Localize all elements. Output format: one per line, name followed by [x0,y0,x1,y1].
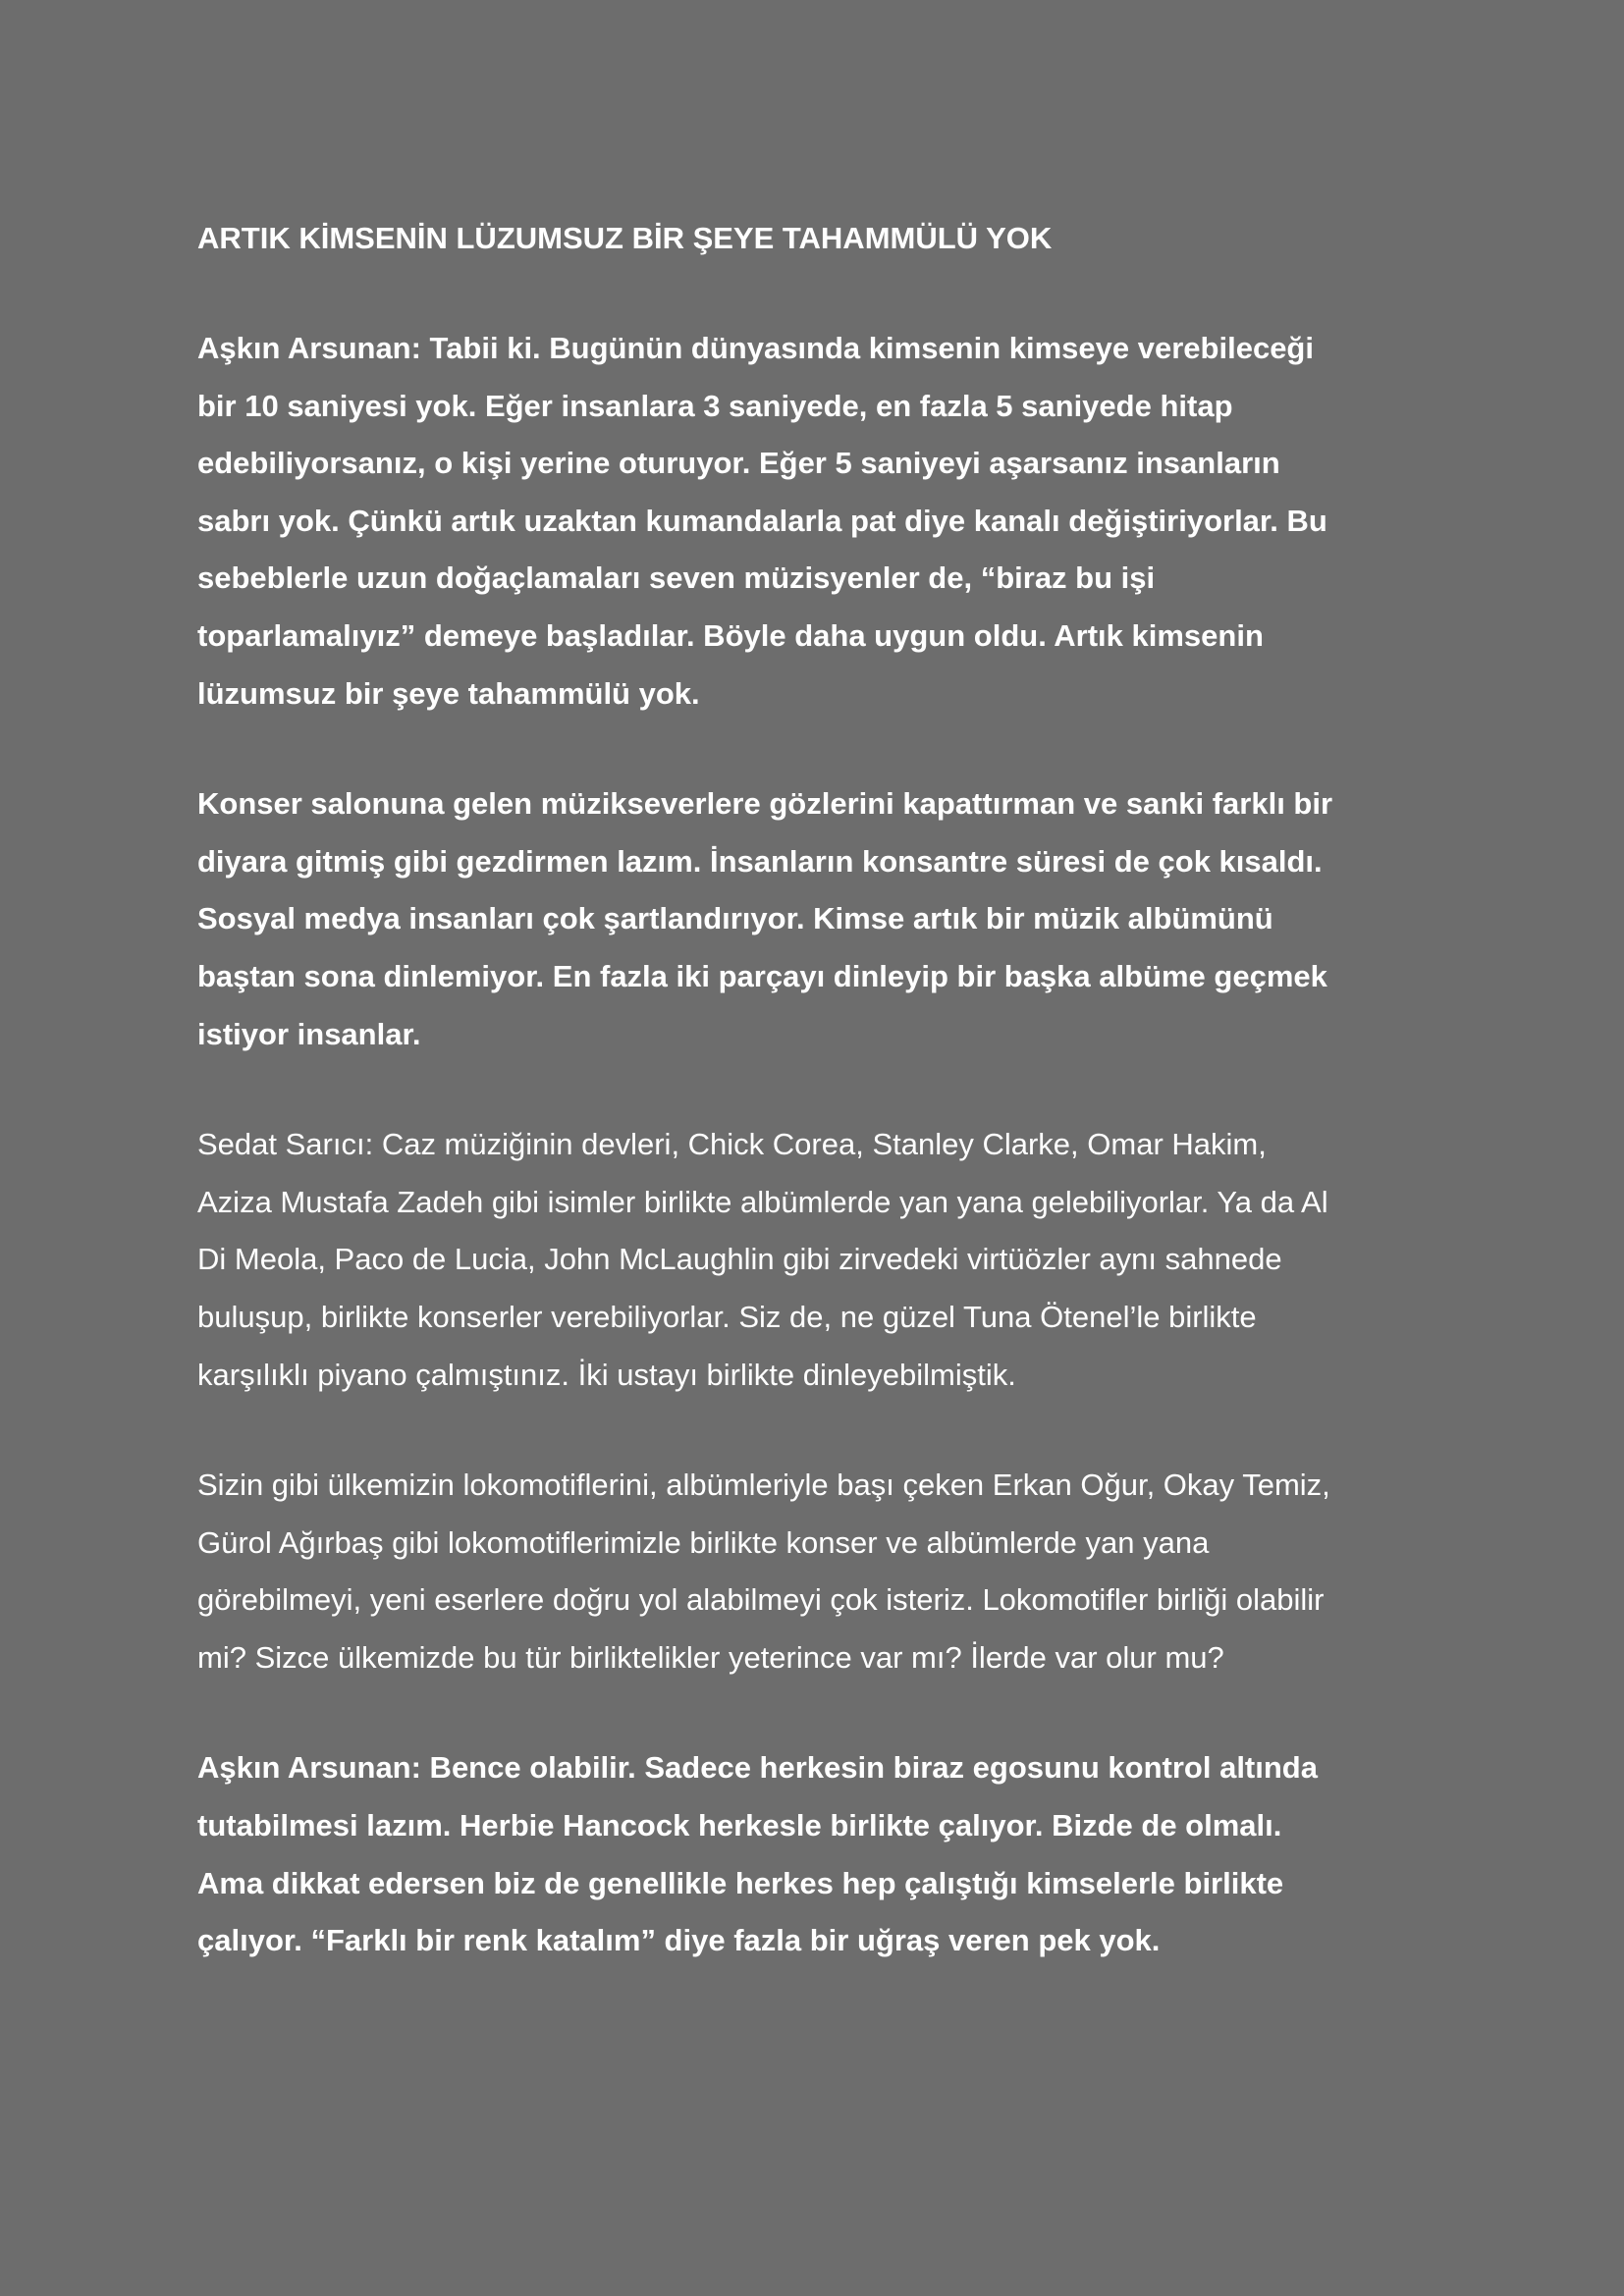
paragraph-line: Konser salonuna gelen müzikseverlere gözlerini kapattırman ve sanki farklı bir [197,786,1333,822]
paragraph-line: Sedat Sarıcı: Caz müziğinin devleri, Chick Corea, Stanley Clarke, Omar Hakim, [197,1127,1267,1162]
paragraph-line: Sosyal medya insanları çok şartlandırıyor. Kimse artık bir müzik albümünü [197,901,1273,936]
paragraph-4 [197,1457,1439,1686]
paragraph-line: Ama dikkat edersen biz de genellikle herkes hep çalıştığı kimselerle birlikte [197,1865,1284,1900]
paragraph-line: görebilmeyi, yeni eserlere doğru yol alabilmeyi çok isteriz. Lokomotifler birliği olabilir [197,1582,1325,1618]
paragraph-line: Gürol Ağırbaş gibi lokomotiflerimizle birlikte konser ve albümlerde yan yana [197,1524,1210,1560]
paragraph-1 [197,320,1439,722]
paragraph-line: baştan sona dinlemiyor. En fazla iki parçayı dinleyip bir başka albüme geçmek [197,958,1327,993]
paragraph-line: mi? Sizce ülkemizde bu tür birliktelikler yeterince var mı? İlerde var olur mu? [197,1639,1224,1675]
paragraph-line: Di Meola, Paco de Lucia, John McLaughlin gibi zirvedeki virtüözler aynı sahnede [197,1242,1282,1277]
paragraph-line: sebeblerle uzun doğaçlamaları seven müzisyenler de, “biraz bu işi [197,561,1156,596]
paragraph-line: Aziza Mustafa Zadeh gibi isimler birlikte albümlerde yan yana gelebiliyorlar. Ya da Al [197,1184,1328,1219]
paragraph-line: diyara gitmiş gibi gezdirmen lazım. İnsanların konsantre süresi de çok kısaldı. [197,843,1323,879]
paragraph-line: toparlamalıyız” demeye başladılar. Böyle daha uygun oldu. Artık kimsenin [197,617,1264,653]
paragraph-5 [197,1739,1439,1969]
paragraph-line: sabrı yok. Çünkü artık uzaktan kumandalarla pat diye kanalı değiştiriyorlar. Bu [197,503,1327,538]
paragraph-line: Aşkın Arsunan: Bence olabilir. Sadece herkesin biraz egosunu kontrol altında [197,1750,1318,1786]
paragraph-line: bir 10 saniyesi yok. Eğer insanlara 3 saniyede, en fazla 5 saniyede hitap [197,388,1233,423]
paragraph-line: karşılıklı piyano çalmıştınız. İki ustayı birlikte dinleyebilmiştik. [197,1357,1016,1392]
page-heading: ARTIK KİMSENİN LÜZUMSUZ BİR ŞEYE TAHAMMÜLÜ YOK [197,221,1053,255]
paragraph-3 [197,1116,1439,1404]
paragraph-line: Sizin gibi ülkemizin lokomotiflerini, albümleriyle başı çeken Erkan Oğur, Okay Temiz, [197,1468,1330,1503]
paragraph-line: lüzumsuz bir şeye tahammülü yok. [197,675,700,711]
paragraph-line: Aşkın Arsunan: Tabii ki. Bugünün dünyasında kimsenin kimseye verebileceği [197,331,1314,365]
document-page [197,210,1439,2023]
paragraph-line: çalıyor. “Farklı bir renk katalım” diye fazla bir uğraş veren pek yok. [197,1923,1161,1958]
paragraph-2 [197,775,1439,1063]
paragraph-line: tutabilmesi lazım. Herbie Hancock herkesle birlikte çalıyor. Bizde de olmalı. [197,1808,1282,1843]
paragraph-line: buluşup, birlikte konserler verebiliyorlar. Siz de, ne güzel Tuna Ötenel’le birlikte [197,1299,1257,1334]
paragraph-line: istiyor insanlar. [197,1016,421,1051]
paragraph-line: edebiliyorsanız, o kişi yerine oturuyor. Eğer 5 saniyeyi aşarsanız insanların [197,446,1280,481]
